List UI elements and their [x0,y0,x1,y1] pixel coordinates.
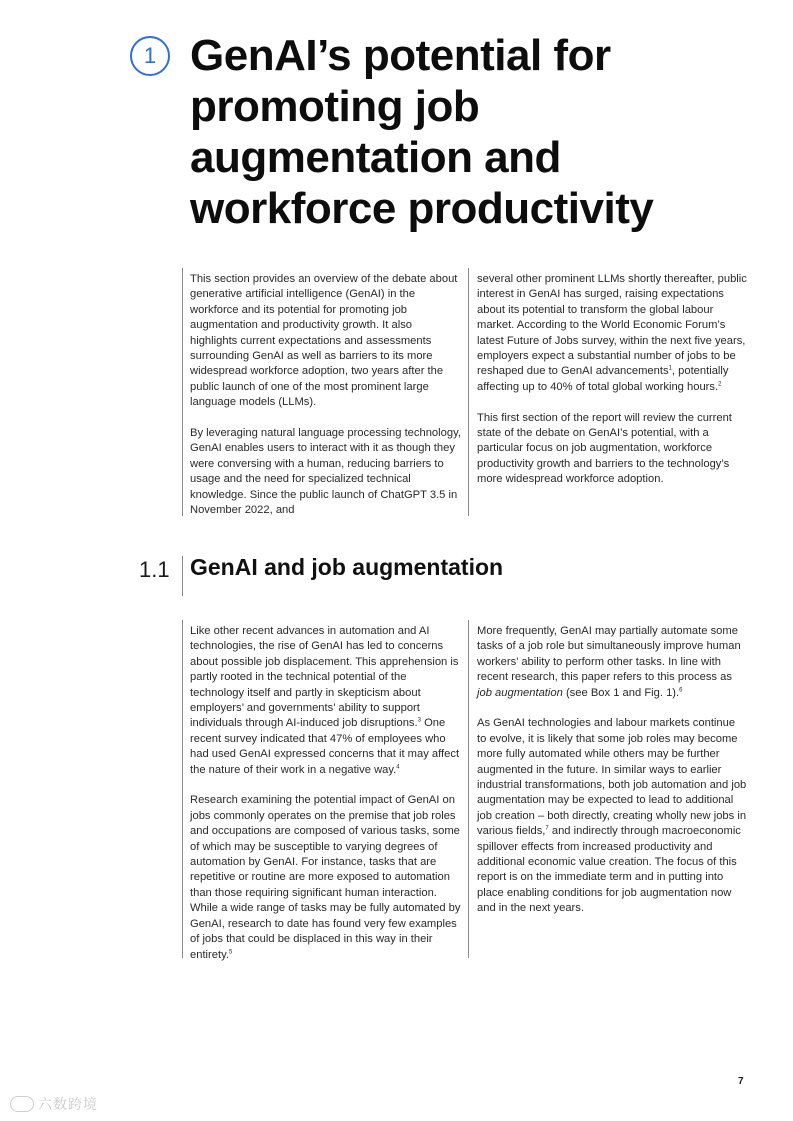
chapter-number: 1 [143,43,157,68]
footnote-ref: 7 [545,825,549,832]
intro-right-paragraph-2: This first section of the report will review the current state of the debate on GenAI’s potential, with a particular focus on job augmentation, workforce productivity growth and barriers to the technology’s more widespread workforce adoption. [477,411,732,486]
intro-right-paragraph-1 [477,272,747,395]
section-right-p1-text-b: (see Box 1 and Fig. 1). [562,686,680,699]
section-left-p2-text: Research examining the potential impact of GenAI on jobs commonly operates on the premise that job roles and occupations are composed of various tasks, some of which may be susceptible to varying degrees of automation by GenAI. For instance, tasks that are repetitive or routine are more exposed to automation than those requiring significant human interaction. While a wide range of tasks may be fully automated by GenAI, research to date has found very few examples of jobs that could be displaced in this way in their entirety. [190,794,461,961]
section-right-paragraph-1 [477,624,747,701]
footnote-ref: 3 [417,717,421,724]
section-title: GenAI and job augmentation [190,554,504,580]
footnote-ref: 4 [396,763,400,770]
section-left-p1-text-b: One recent survey indicated that 47% of employees who had used GenAI expressed concerns that it may affect the nature of their work in a negative way. [190,717,460,776]
intro-left-column [190,272,462,518]
intro-right-p1-text-b: , potentially affecting up to 40% of total global working hours. [477,365,729,393]
section-number: 1.1 [139,557,170,582]
section-left-column [190,624,462,963]
footnote-ref: 6 [679,686,683,693]
page-number: 7 [738,1076,744,1087]
section-right-paragraph-2 [477,716,747,916]
section-left-paragraph-2 [190,793,462,962]
section-right-p1-emphasis: job augmentation [477,686,563,699]
section-left-rule [182,620,183,958]
chapter-title: GenAI’s potential for promoting job augmentation and workforce productivity [190,31,654,233]
section-right-p1-text-a: More frequently, GenAI may partially automate some tasks of a job role but simultaneously improve human workers’ ability to perform other tasks. In line with recent research, this paper refers to this process as [477,625,741,684]
watermark [10,1094,98,1114]
watermark-logo-icon [10,1096,34,1112]
intro-left-rule [182,268,183,516]
section-left-p1-text-a: Like other recent advances in automation and AI technologies, the rise of GenAI has led to concerns about possible job displacement. This apprehension is partly rooted in the technical potential of the technology itself and partly in skepticism about employers’ and governments’ ability to support individuals through AI-induced job disruptions. [190,625,459,730]
intro-right-rule [468,268,469,516]
footnote-ref: 2 [718,381,722,388]
footnote-ref: 1 [668,365,672,372]
section-right-column [477,624,747,917]
intro-left-paragraph-1: This section provides an overview of the debate about generative artificial intelligence (GenAI) in the workforce and its potential for promoting job augmentation and productivity growth. It also highlights current expectations and assessments surrounding GenAI as well as barriers to its more widespread workforce adoption, two years after the public launch of one of the most prominent large language models (LLMs). [190,273,458,409]
intro-left-paragraph-2: By leveraging natural language processing technology, GenAI enables users to interact with it as though they were conversing with a human, reducing barriers to usage and the need for specialized technical knowledge. Since the public launch of ChatGPT 3.5 in November 2022, and [190,427,461,517]
section-left-paragraph-1 [190,624,462,778]
section-right-p2-text-a: As GenAI technologies and labour markets continue to evolve, it is likely that some job roles may become more fully automated while others may be further augmented in the future. In similar ways to earlier industrial transformations, both job automation and job augmentation may be expected to lead to additional job creation – both directly, creating wholly new jobs in various fields, [477,717,747,838]
intro-right-p1-text-a: several other prominent LLMs shortly thereafter, public interest in GenAI has surged, raising expectations about its potential to transform the global labour market. According to the World Economic Forum’s latest Future of Jobs survey, within the next five years, employers expect a substantial number of jobs to be reshaped due to GenAI advancements [477,273,747,378]
section-heading-rule [182,556,183,596]
section-right-p2-text-b: and indirectly through macroeconomic spillover effects from increased productivity and additional economic value creation. The focus of this report is on the immediate term and in putting into place enabling conditions for job augmentation now and in the next years. [477,825,741,915]
watermark-text: 六数跨境 [38,1096,98,1112]
section-right-rule [468,620,469,958]
chapter-number-badge [130,36,170,76]
intro-right-column [477,272,747,488]
footnote-ref: 5 [228,948,233,955]
